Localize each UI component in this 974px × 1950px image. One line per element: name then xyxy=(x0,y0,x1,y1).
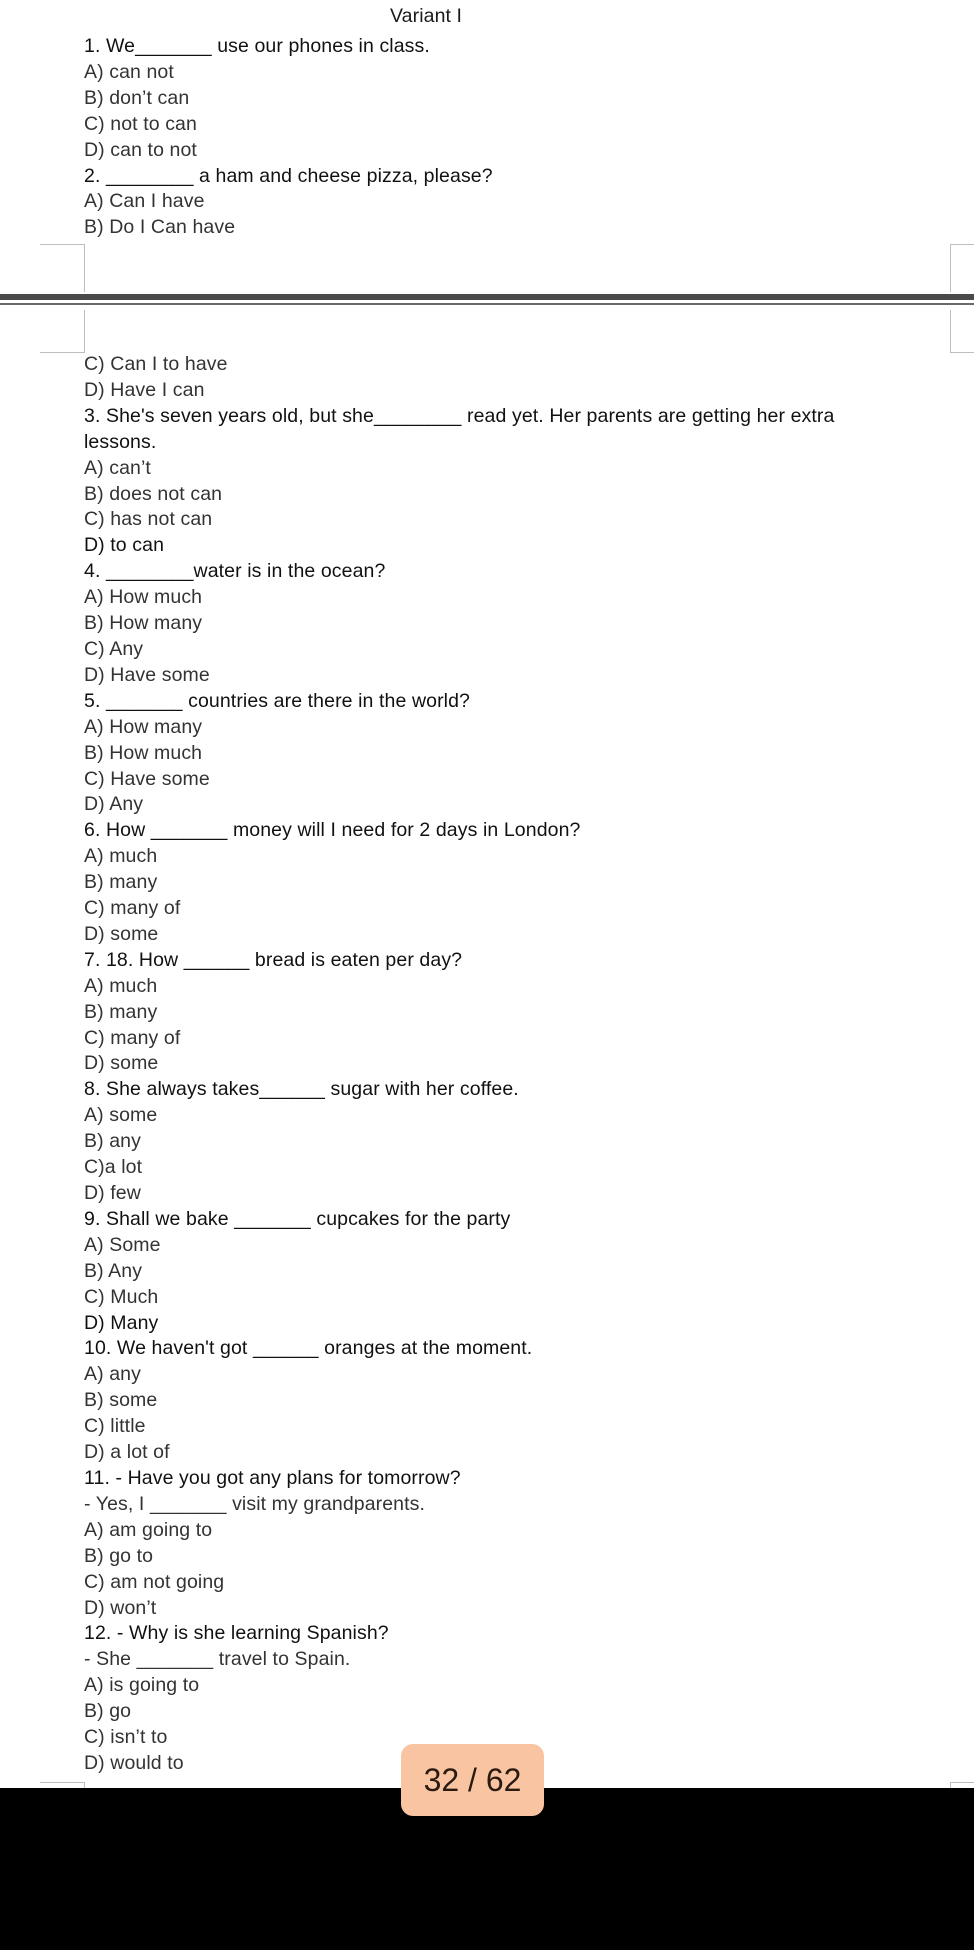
option-line: C)a lot xyxy=(84,1156,143,1179)
page-separator xyxy=(0,292,974,310)
variant-title: Variant I xyxy=(390,5,463,27)
option-line: A) some xyxy=(84,1104,158,1127)
option-line: D) Have I can xyxy=(84,378,205,401)
option-line: B) go to xyxy=(84,1544,154,1567)
option-line: D) can to not xyxy=(84,138,197,161)
option-line: B) some xyxy=(84,1389,158,1412)
option-line: C) Have some xyxy=(84,767,210,790)
crop-mark-left xyxy=(40,310,85,353)
option-line: A) much xyxy=(84,845,158,868)
option-line: - Yes, I _______ visit my grandparents. xyxy=(84,1492,426,1515)
question-line: 8. She always takes______ sugar with her coffee. xyxy=(84,1078,519,1101)
crop-mark-right xyxy=(950,310,974,353)
page-counter[interactable]: 32 / 62 xyxy=(401,1744,544,1816)
option-line: C) many of xyxy=(84,1026,181,1049)
option-line: D) few xyxy=(84,1182,141,1204)
option-line: B) go xyxy=(84,1700,132,1723)
option-line: B) Any xyxy=(84,1259,143,1282)
page-1-text xyxy=(84,34,493,241)
option-line: C) not to can xyxy=(84,112,197,135)
option-line: A) much xyxy=(84,974,158,997)
separator-line-thin xyxy=(0,303,974,305)
option-line: C) Can I to have xyxy=(84,353,228,375)
question-line: 5. _______ countries are there in the world? xyxy=(84,689,470,712)
option-line: D) Any xyxy=(84,793,144,816)
option-line: D) Have some xyxy=(84,663,210,686)
crop-mark-right xyxy=(950,244,974,292)
option-line: A) How much xyxy=(84,586,203,609)
option-line: C) little xyxy=(84,1415,146,1438)
option-line: B) How much xyxy=(84,741,203,764)
option-line: C) Any xyxy=(84,637,144,660)
option-line: A) can not xyxy=(84,60,174,83)
option-line: C) Much xyxy=(84,1285,159,1308)
option-line: D) won’t xyxy=(84,1596,157,1619)
option-line: A) How many xyxy=(84,715,203,738)
page-2-text xyxy=(84,352,834,1777)
option-line: C) has not can xyxy=(84,508,213,531)
question-line: 3. She's seven years old, but she________ read yet. Her parents are getting her extra xyxy=(84,404,835,427)
question-line: 11. - Have you got any plans for tomorrow? xyxy=(84,1466,461,1489)
option-line: A) any xyxy=(84,1363,141,1386)
question-line: 12. - Why is she learning Spanish? xyxy=(84,1622,389,1645)
option-line: D) a lot of xyxy=(84,1441,170,1464)
option-line: B) How many xyxy=(84,612,203,635)
option-line: B) does not can xyxy=(84,482,223,505)
option-line: A) Some xyxy=(84,1233,161,1256)
option-line: B) don’t can xyxy=(84,86,190,109)
option-line: A) can’t xyxy=(84,456,151,479)
option-line: B) any xyxy=(84,1130,141,1153)
option-line: D) some xyxy=(84,1052,159,1075)
question-line: 7. 18. How ______ bread is eaten per day? xyxy=(84,948,463,971)
separator-line xyxy=(0,294,974,300)
option-line: D) some xyxy=(84,922,159,945)
question-line: D) to can xyxy=(84,534,165,557)
crop-mark-left xyxy=(40,244,85,292)
question-line: 9. Shall we bake _______ cupcakes for the party xyxy=(84,1207,511,1230)
question-line: lessons. xyxy=(84,430,157,453)
option-line: A) is going to xyxy=(84,1674,200,1697)
option-line: A) Can I have xyxy=(84,190,205,213)
option-line: A) am going to xyxy=(84,1518,213,1541)
document-page-2[interactable] xyxy=(0,310,974,1788)
option-line: B) many xyxy=(84,1000,158,1023)
option-line: C) isn’t to xyxy=(84,1726,168,1749)
option-line: C) many of xyxy=(84,897,181,920)
question-line: D) Many xyxy=(84,1311,159,1334)
question-line: 6. How _______ money will I need for 2 days in London? xyxy=(84,819,581,842)
option-line: B) many xyxy=(84,871,158,894)
question-line: 1. We_______ use our phones in class. xyxy=(84,35,430,57)
question-line: 4. ________water is in the ocean? xyxy=(84,560,386,583)
option-line: B) Do I Can have xyxy=(84,216,236,239)
document-page-1[interactable] xyxy=(0,0,974,292)
question-line: 10. We haven't got ______ oranges at the moment. xyxy=(84,1337,533,1360)
option-line: - She _______ travel to Spain. xyxy=(84,1648,351,1671)
question-line: 2. ________ a ham and cheese pizza, please? xyxy=(84,164,493,187)
option-line: C) am not going xyxy=(84,1570,225,1593)
option-line: D) would to xyxy=(84,1751,184,1774)
